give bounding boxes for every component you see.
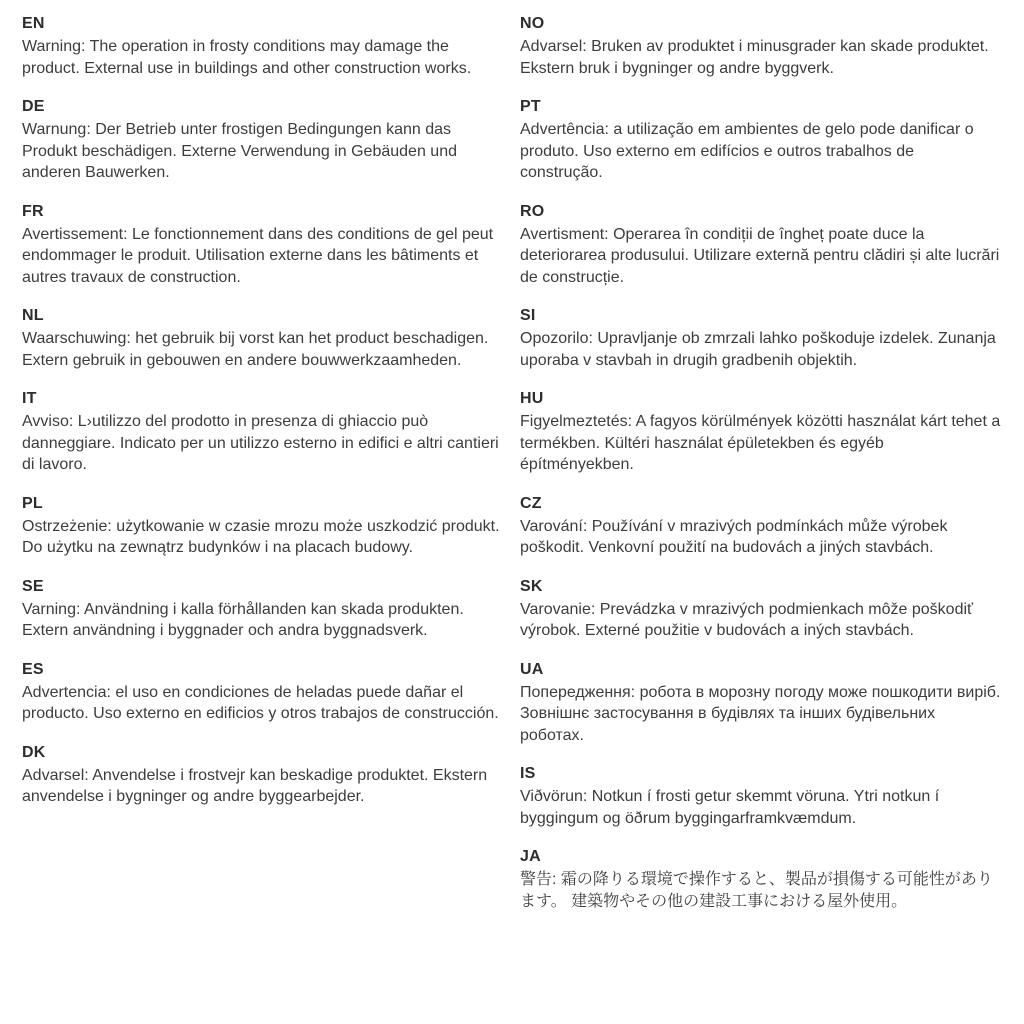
warning-text-cz: Varování: Používání v mrazivých podmínkách může výrobek poškodit. Venkovní použití na budovách a jiných stavbách. [520, 517, 948, 556]
language-code-no: NO [520, 15, 545, 32]
section-cz [520, 493, 1001, 559]
language-code-pl: PL [22, 494, 43, 512]
section-hu [520, 388, 1001, 476]
warning-text-ja: 警告: 霜の降りる環境で操作すると、製品が損傷する可能性があります。 建築物やその他の建設工事における屋外使用。 [520, 871, 993, 910]
section-si [520, 305, 1001, 371]
section-es [22, 659, 503, 725]
warning-text-sk: Varovanie: Prevádzka v mrazivých podmienkach môže poškodiť výrobok. Externé použitie v budovách a iných stavbách. [520, 600, 974, 639]
section-ro [520, 201, 1001, 289]
language-code-hu: HU [520, 390, 544, 407]
language-code-ja: JA [520, 848, 541, 865]
warning-text-hu: Figyelmeztetés: A fagyos körülmények közötti használat kárt tehet a termékben. Kültéri használat épületekben és egyéb építményekben. [520, 413, 1001, 473]
left-column [22, 13, 503, 929]
language-code-is: IS [520, 765, 536, 782]
section-is [520, 763, 1001, 829]
language-code-ua: UA [520, 660, 544, 678]
warning-text-dk: Advarsel: Anvendelse i frostvejr kan beskadige produktet. Ekstern anvendelse i bygninger og andre byggearbejder. [22, 766, 488, 805]
warning-text-pt: Advertência: a utilização em ambientes de gelo pode danificar o produto. Uso externo em edifícios e outros trabalhos de construção. [520, 121, 974, 181]
language-code-sk: SK [520, 577, 543, 595]
language-code-se: SE [22, 577, 44, 595]
language-code-cz: CZ [520, 494, 542, 512]
warning-text-se: Varning: Användning i kalla förhållanden kan skada produkten. Extern användning i byggnader och andra byggnadsverk. [22, 600, 464, 639]
language-code-pt: PT [520, 98, 541, 115]
warning-text-ro: Avertisment: Operarea în condiții de îngheț poate duce la deteriorarea produsului. Utilizare externă pentru clădiri și alte lucrări de construcție. [520, 225, 1000, 286]
section-ja [520, 846, 1001, 912]
warning-text-si: Opozorilo: Upravljanje ob zmrzali lahko poškoduje izdelek. Zunanja uporaba v stavbah in drugih gradbenih objektih. [520, 330, 996, 369]
warning-text-pl: Ostrzeżenie: użytkowanie w czasie mrozu może uszkodzić produkt. Do użytku na zewnątrz budynków i na placach budowy. [22, 517, 500, 556]
language-code-it: IT [22, 390, 37, 407]
section-pl [22, 493, 503, 559]
warning-text-is: Viðvörun: Notkun í frosti getur skemmt vöruna. Ytri notkun í byggingum og öðrum byggingarframkvæmdum. [520, 788, 940, 827]
warning-text-de: Warnung: Der Betrieb unter frostigen Bedingungen kann das Produkt beschädigen. Externe Verwendung in Gebäuden und anderen Bauwerken. [22, 121, 457, 181]
language-code-ro: RO [520, 202, 545, 220]
section-se [22, 576, 503, 642]
warning-text-ua: Попередження: робота в морозну погоду може пошкодити виріб. Зовнішнє застосування в будівлях та інших будівельних роботах. [520, 683, 1001, 744]
language-code-si: SI [520, 307, 536, 324]
warning-text-no: Advarsel: Bruken av produktet i minusgrader kan skade produktet. Ekstern bruk i bygninger og andre byggverk. [520, 38, 989, 77]
section-pt [520, 96, 1001, 184]
right-column [520, 13, 1001, 929]
warning-text-en: Warning: The operation in frosty conditions may damage the product. External use in buildings and other construction works. [22, 38, 472, 77]
section-no [520, 13, 1001, 79]
language-code-en: EN [22, 15, 45, 32]
section-dk [22, 742, 503, 808]
section-fr [22, 201, 503, 289]
section-en [22, 13, 503, 79]
two-column-layout [22, 13, 1000, 929]
section-it [22, 388, 503, 476]
section-nl [22, 305, 503, 371]
language-code-dk: DK [22, 743, 46, 761]
warning-text-nl: Waarschuwing: het gebruik bij vorst kan het product beschadigen. Extern gebruik in gebouwen en andere bouwwerkzaamheden. [22, 330, 489, 369]
language-code-nl: NL [22, 307, 44, 324]
warning-text-it: Avviso: L›utilizzo del prodotto in presenza di ghiaccio può danneggiare. Indicato per un utilizzo esterno in edifici e altri cantieri di lavoro. [22, 413, 499, 473]
warning-text-fr: Avertissement: Le fonctionnement dans des conditions de gel peut endommager le produit. Utilisation externe dans les bâtiments et autres travaux de construction. [22, 225, 494, 286]
section-ua [520, 659, 1001, 747]
language-code-fr: FR [22, 202, 44, 220]
section-sk [520, 576, 1001, 642]
warning-text-es: Advertencia: el uso en condiciones de heladas puede dañar el producto. Uso externo en edificios y otros trabajos de construcción. [22, 683, 499, 722]
language-code-es: ES [22, 660, 44, 678]
language-code-de: DE [22, 98, 45, 115]
section-de [22, 96, 503, 184]
